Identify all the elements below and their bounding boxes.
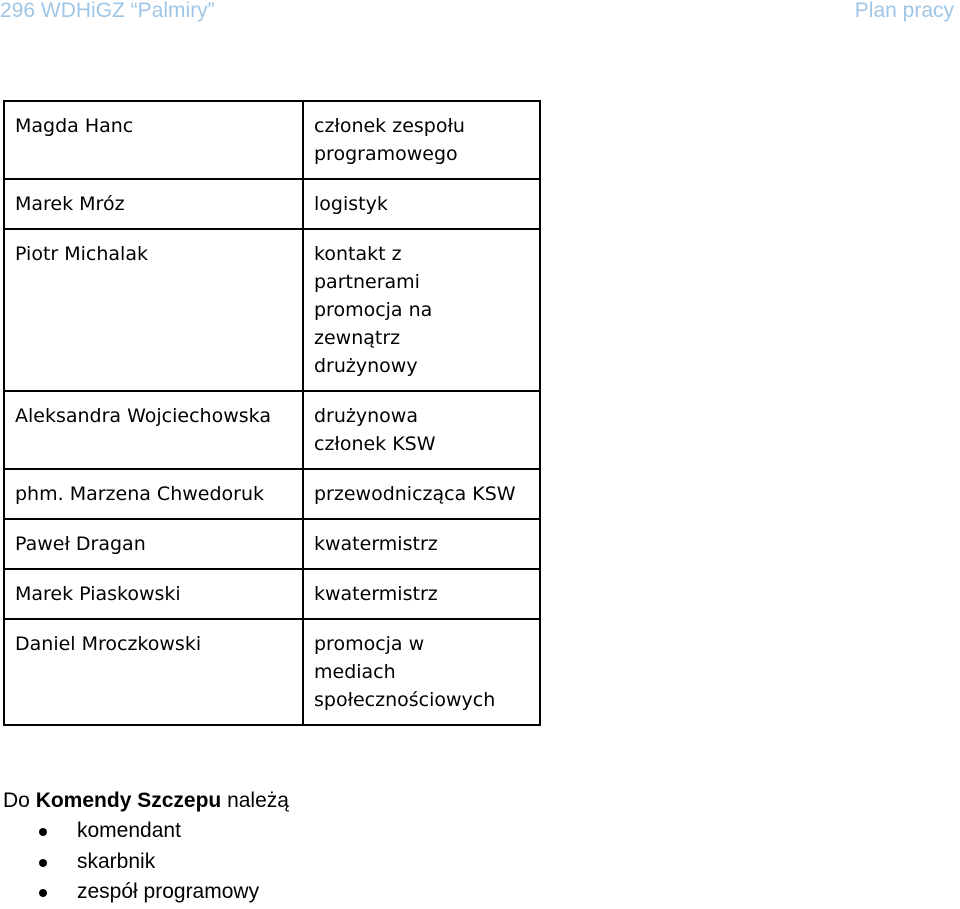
member-role-cell bbox=[303, 469, 540, 519]
member-role-cell bbox=[303, 569, 540, 619]
member-role-line: promocja w bbox=[314, 633, 425, 655]
member-role-line: kwatermistrz bbox=[314, 533, 438, 555]
member-role-line: kontakt z bbox=[314, 243, 402, 265]
member-role-line: mediach bbox=[314, 661, 396, 683]
team-table-body bbox=[4, 101, 540, 725]
table-row bbox=[4, 469, 540, 519]
member-role-line: członek KSW bbox=[314, 433, 436, 455]
member-name-cell bbox=[4, 101, 303, 179]
table-row bbox=[4, 619, 540, 725]
member-name: Aleksandra Wojciechowska bbox=[15, 405, 271, 427]
footer-section bbox=[3, 786, 289, 908]
member-role-line: członek zespołu bbox=[314, 115, 465, 137]
member-role-line: zewnątrz bbox=[314, 327, 401, 349]
list-item bbox=[3, 877, 289, 908]
bullet-icon bbox=[39, 889, 47, 897]
member-name-cell bbox=[4, 179, 303, 229]
list-item bbox=[3, 816, 289, 847]
member-name: Daniel Mroczkowski bbox=[15, 633, 202, 655]
member-role-line: drużynowa bbox=[314, 405, 418, 427]
member-role-cell bbox=[303, 101, 540, 179]
list-item bbox=[3, 847, 289, 878]
table-row bbox=[4, 229, 540, 391]
member-role-line: partnerami bbox=[314, 271, 420, 293]
member-role-line: logistyk bbox=[314, 193, 388, 215]
header-section-label: Plan pracy bbox=[854, 0, 954, 22]
member-role-line: drużynowy bbox=[314, 355, 418, 377]
table-row bbox=[4, 101, 540, 179]
bullet-icon bbox=[39, 828, 47, 836]
page-header bbox=[0, 0, 954, 26]
member-name-cell bbox=[4, 229, 303, 391]
table-row bbox=[4, 179, 540, 229]
list-item-label: komendant bbox=[77, 819, 181, 842]
member-name: Paweł Dragan bbox=[15, 533, 146, 555]
table-row bbox=[4, 569, 540, 619]
list-item-label: skarbnik bbox=[77, 849, 156, 873]
member-role-cell bbox=[303, 619, 540, 725]
member-role-line: programowego bbox=[314, 143, 458, 165]
member-name-cell bbox=[4, 469, 303, 519]
member-role-cell bbox=[303, 391, 540, 469]
list-item-label: zespół programowy bbox=[77, 880, 260, 903]
member-role-line: kwatermistrz bbox=[314, 583, 438, 605]
member-name: Marek Piaskowski bbox=[15, 583, 181, 605]
footer-list bbox=[3, 816, 289, 908]
footer-intro-bold: Komendy Szczepu bbox=[35, 789, 222, 812]
footer-intro bbox=[3, 786, 289, 816]
member-role-line: promocja na bbox=[314, 299, 433, 321]
footer-intro-prefix: Do bbox=[3, 789, 36, 812]
member-name: Piotr Michalak bbox=[15, 243, 148, 265]
member-name-cell bbox=[4, 569, 303, 619]
member-name-cell bbox=[4, 519, 303, 569]
member-name: Marek Mróz bbox=[15, 193, 125, 215]
header-title: 296 WDHiGZ “Palmiry” bbox=[0, 0, 215, 22]
member-role-line: społecznościowych bbox=[314, 689, 496, 711]
member-name-cell bbox=[4, 391, 303, 469]
team-table bbox=[3, 100, 541, 726]
member-role-cell bbox=[303, 179, 540, 229]
member-name: phm. Marzena Chwedoruk bbox=[15, 483, 265, 505]
table-row bbox=[4, 519, 540, 569]
member-name-cell bbox=[4, 619, 303, 725]
footer-intro-suffix: należą bbox=[221, 789, 289, 812]
bullet-icon bbox=[39, 859, 47, 867]
table-row bbox=[4, 391, 540, 469]
member-role-line: przewodnicząca KSW bbox=[314, 483, 516, 505]
member-role-cell bbox=[303, 519, 540, 569]
member-name: Magda Hanc bbox=[15, 115, 134, 137]
member-role-cell bbox=[303, 229, 540, 391]
